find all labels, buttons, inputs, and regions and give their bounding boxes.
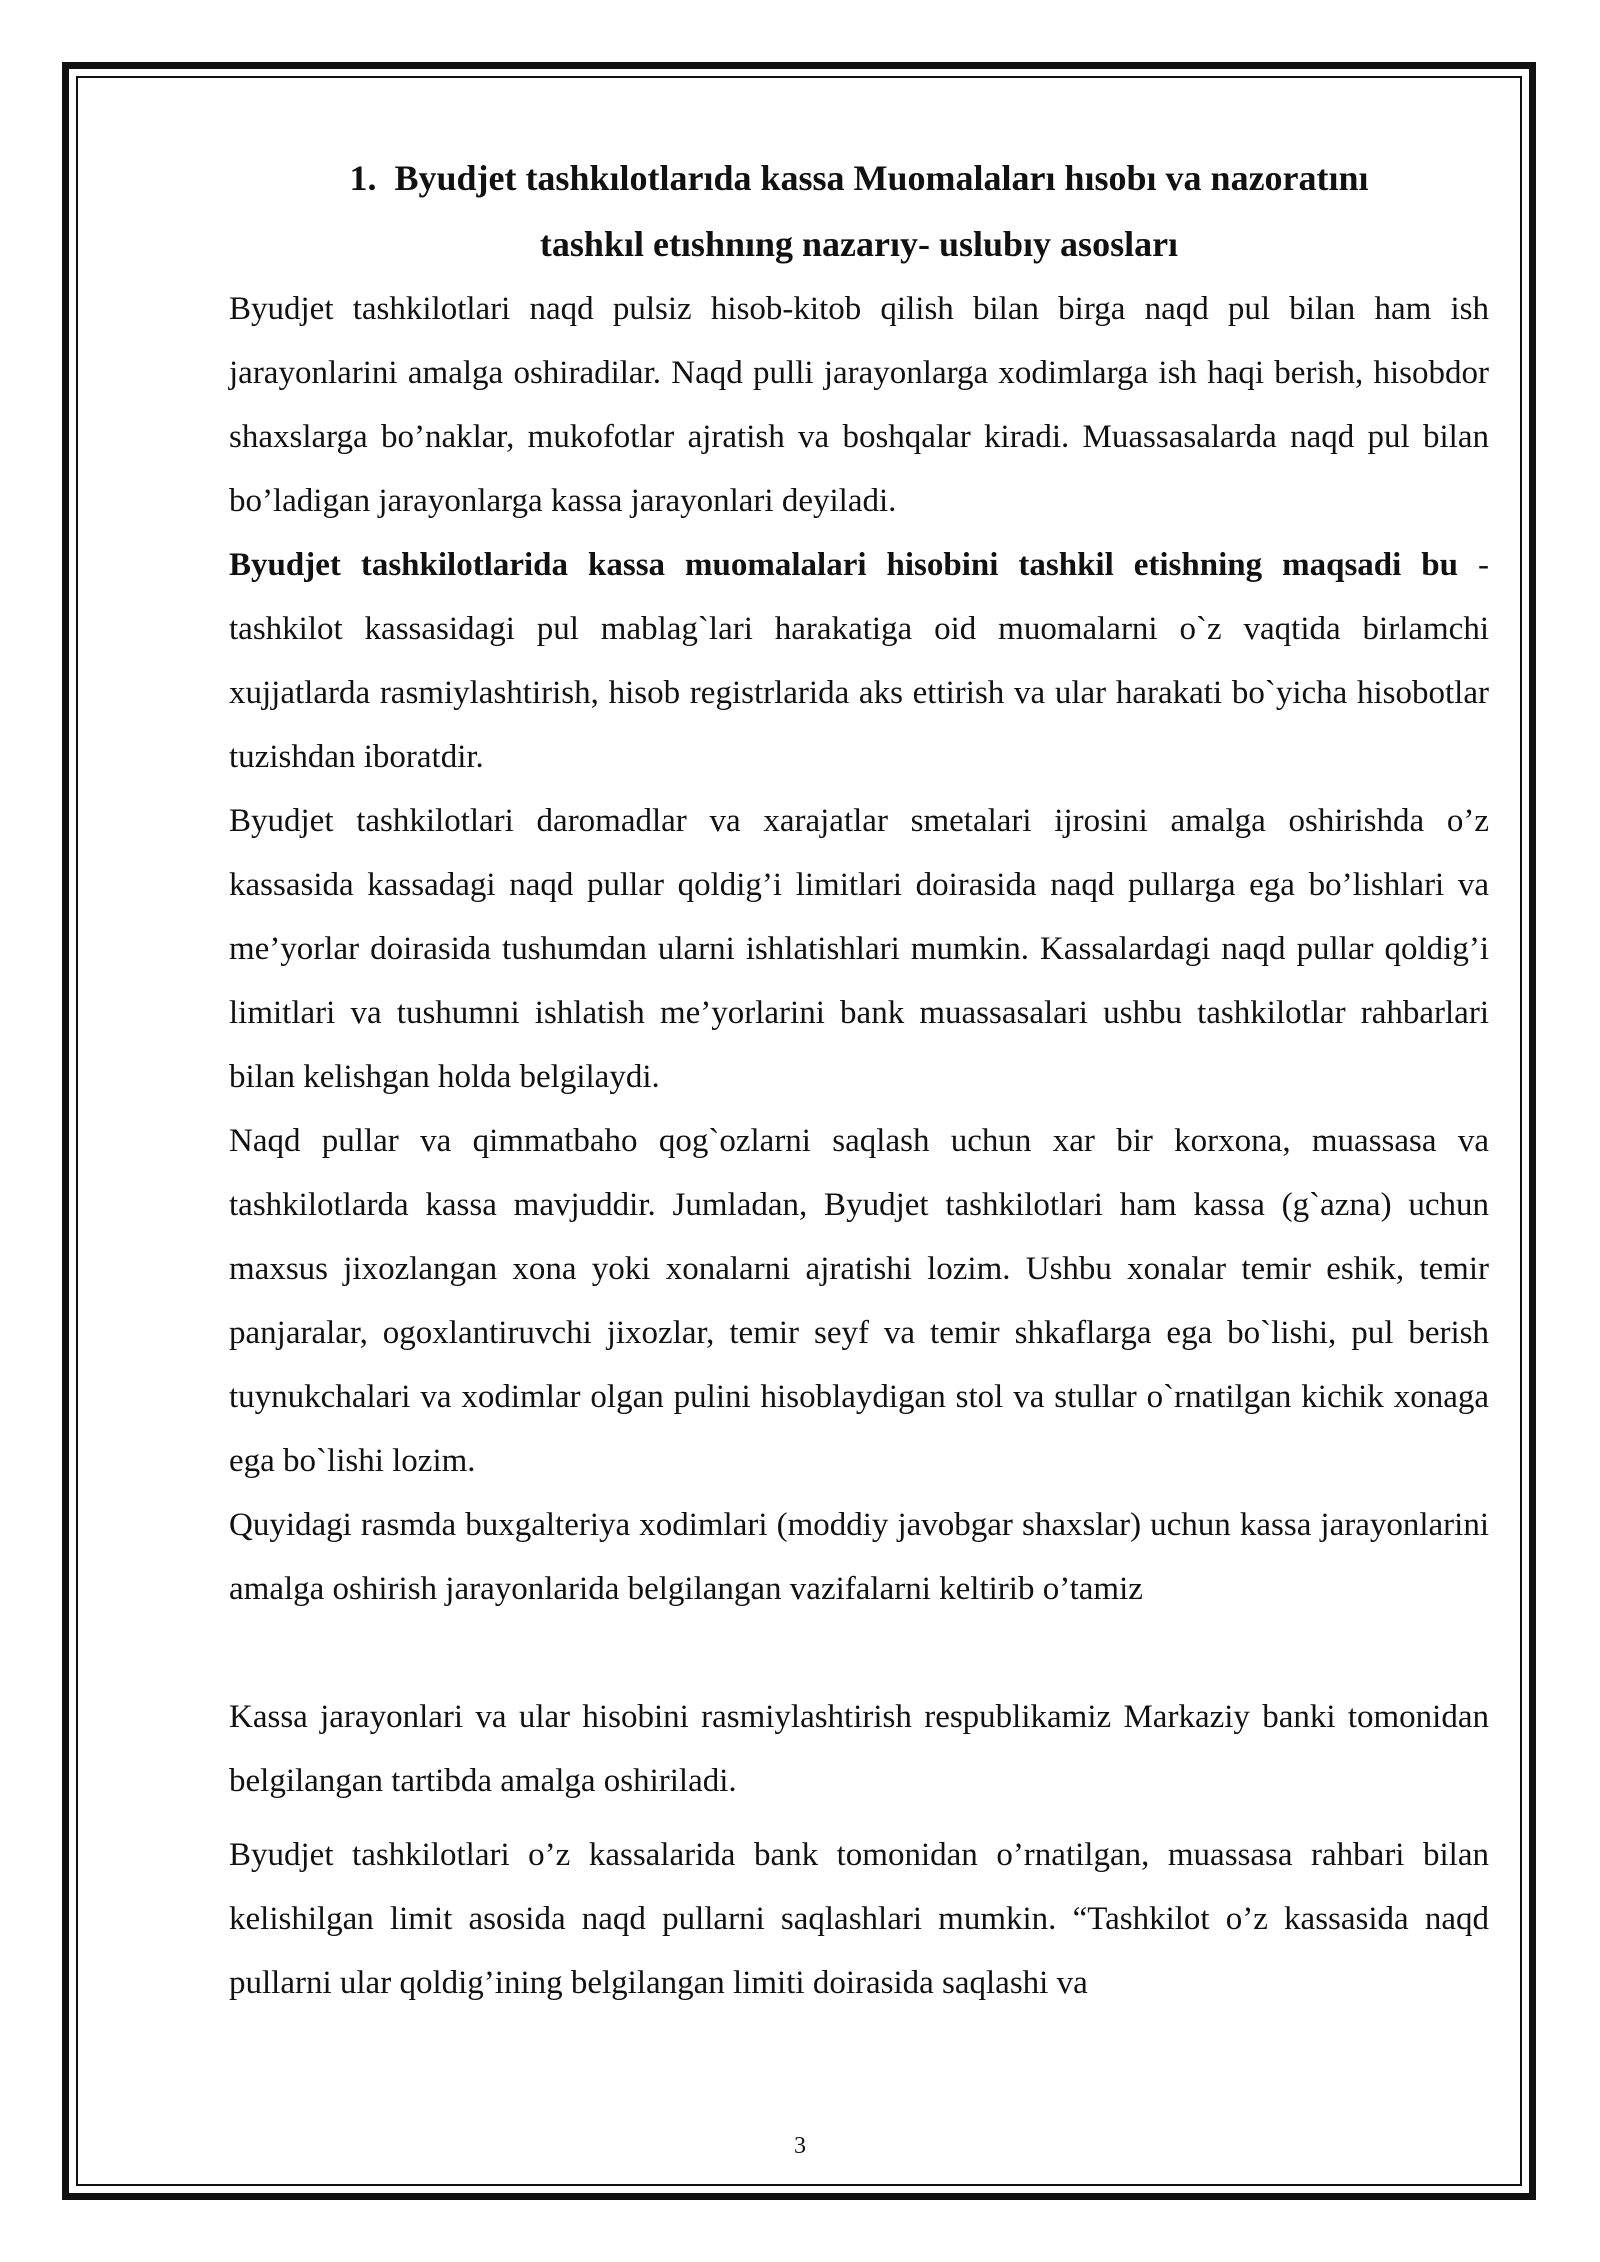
document-body <box>229 145 1489 2015</box>
paragraph-2-bold: Byudjet tashkilotlarida kassa muomalalari hisobini tashkil etishning maqsadi bu <box>229 547 1459 583</box>
section-title-line1: Byudjet tashkılotlarıda kassa Muomalaları hısobı va nazoratını <box>394 158 1369 198</box>
paragraph-2-rest: - tashkilot kassasidagi pul mablag`lari harakatiga oid muomalarni o`z vaqtida birlamchi xujjatlarda rasmiylashtirish, hisob registrlarida aks ettirish va ular harakati bo`yicha hisobotlar tuzishdan iboratdir. <box>229 547 1489 775</box>
paragraph-7: Byudjet tashkilotlari o’z kassalarida bank tomonidan o’rnatilgan, muassasa rahbari bilan kelishilgan limit asosida naqd pullarni saqlashlari mumkin. “Tashkilot o’z kassasida naqd pullarni ular qoldig’ining belgilangan limiti doirasida saqlashi va <box>229 1837 1489 2001</box>
paragraph-4: Naqd pullar va qimmatbaho qog`ozlarni saqlash uchun xar bir korxona, muassasa va tashkilotlarda kassa mavjuddir. Jumladan, Byudjet tashkilotlari ham kassa (g`azna) uchun maxsus jixozlangan xona yoki xonalarni ajratishi lozim. Ushbu xonalar temir eshik, temir panjaralar, ogoxlantiruvchi jixozlar, temir seyf va temir shkaflarga ega bo`lishi, pul berish tuynukchalari va xodimlar olgan pulini hisoblaydigan stol va stullar o`rnatilgan kichik xonaga ega bo`lishi lozim. <box>229 1123 1489 1479</box>
page-number: 3 <box>794 2133 806 2159</box>
paragraph-2 <box>229 533 1489 789</box>
section-number: 1. <box>349 158 377 198</box>
paragraph-5: Quyidagi rasmda buxgalteriya xodimlari (moddiy javobgar shaxslar) uchun kassa jarayonlarini amalga oshirish jarayonlarida belgilangan vazifalarni keltirib o’tamiz <box>229 1507 1489 1607</box>
paragraph-3: Byudjet tashkilotlari daromadlar va xarajatlar smetalari ijrosini amalga oshirishda o’z kassasida kassadagi naqd pullar qoldig’i limitlari doirasida naqd pullarga ega bo’lishlari va me’yorlar doirasida tushumdan ularni ishlatishlari mumkin. Kassalardagi naqd pullar qoldig’i limitlari va tushumni ishlatish me’yorlarini bank muassasalari ushbu tashkilotlar rahbarlari bilan kelishgan holda belgilaydi. <box>229 803 1489 1095</box>
section-title <box>229 145 1489 211</box>
paragraph-1: Byudjet tashkilotlari naqd pulsiz hisob-kitob qilish bilan birga naqd pul bilan ham ish jarayonlarini amalga oshiradilar. Naqd pulli jarayonlarga xodimlarga ish haqi berish, hisobdor shaxslarga bo’naklar, mukofotlar ajratish va boshqalar kiradi. Muassasalarda naqd pul bilan bo’ladigan jarayonlarga kassa jarayonlari deyiladi. <box>229 291 1489 519</box>
spacer-small <box>229 1813 1489 1823</box>
spacer <box>229 1621 1489 1685</box>
paragraph-6: Kassa jarayonlari va ular hisobini rasmiylashtirish respublikamiz Markaziy banki tomonidan belgilangan tartibda amalga oshiriladi. <box>229 1699 1489 1799</box>
section-title-line2: tashkıl etıshnıng nazarıy- uslubıy asosları <box>539 224 1179 264</box>
